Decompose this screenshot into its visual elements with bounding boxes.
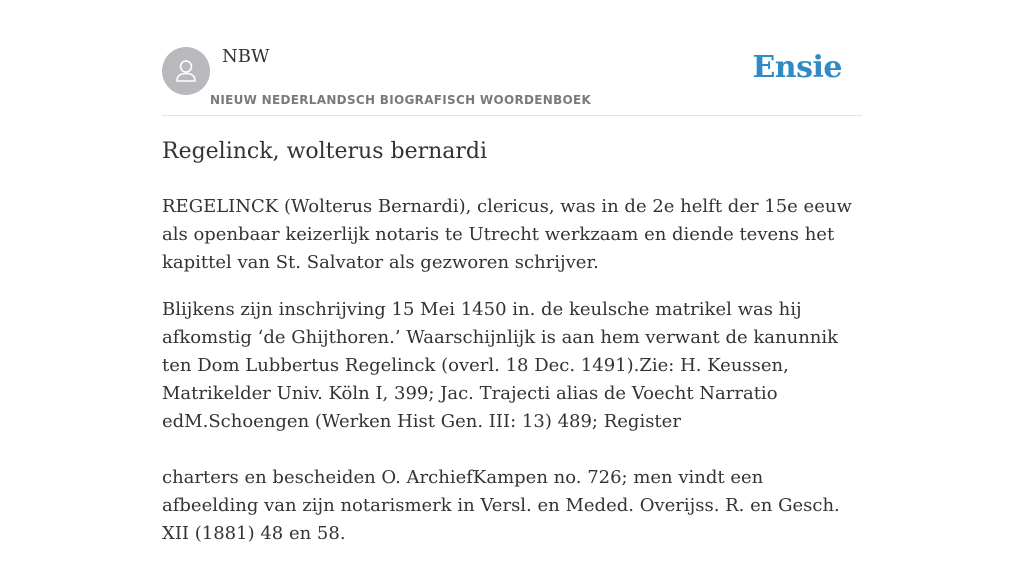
article-paragraph: charters en bescheiden O. ArchiefKampen no. 726; men vindt een afbeelding van zijn notarismerk in Versl. en Meded. Overijss. R. en Gesch. XII (1881) 48 en 58. — [162, 467, 840, 544]
source-header — [162, 0, 862, 116]
user-icon — [171, 56, 201, 86]
source-name[interactable]: NBW — [222, 46, 270, 67]
article-body — [162, 193, 862, 567]
source-full-name: NIEUW NEDERLANDSCH BIOGRAFISCH WOORDENBOEK — [210, 93, 592, 107]
article-title: Regelinck, wolterus bernardi — [162, 139, 488, 164]
source-avatar[interactable] — [162, 47, 210, 95]
article-paragraph: Blijkens zijn inschrijving 15 Mei 1450 in. de keulsche matrikel was hij afkomstig ‘de Ghijthoren.’ Waarschijnlijk is aan hem verwant de kanunnik ten Dom Lubbertus Regelinck (overl. 18 Dec. 1491).Zie: H. Keussen, Matrikelder Univ. Köln I, 399; Jac. Trajecti alias de Voecht Narratio edM.Schoengen (Werken Hist Gen. III: 13) 489; Register — [162, 299, 839, 432]
brand-logo[interactable]: Ensie — [752, 50, 842, 85]
article-paragraph: REGELINCK (Wolterus Bernardi), clericus, was in de 2e helft der 15e eeuw als openbaar keizerlijk notaris te Utrecht werkzaam en diende tevens het kapittel van St. Salvator als gezworen schrijver. — [162, 196, 852, 273]
article-card — [162, 0, 862, 544]
